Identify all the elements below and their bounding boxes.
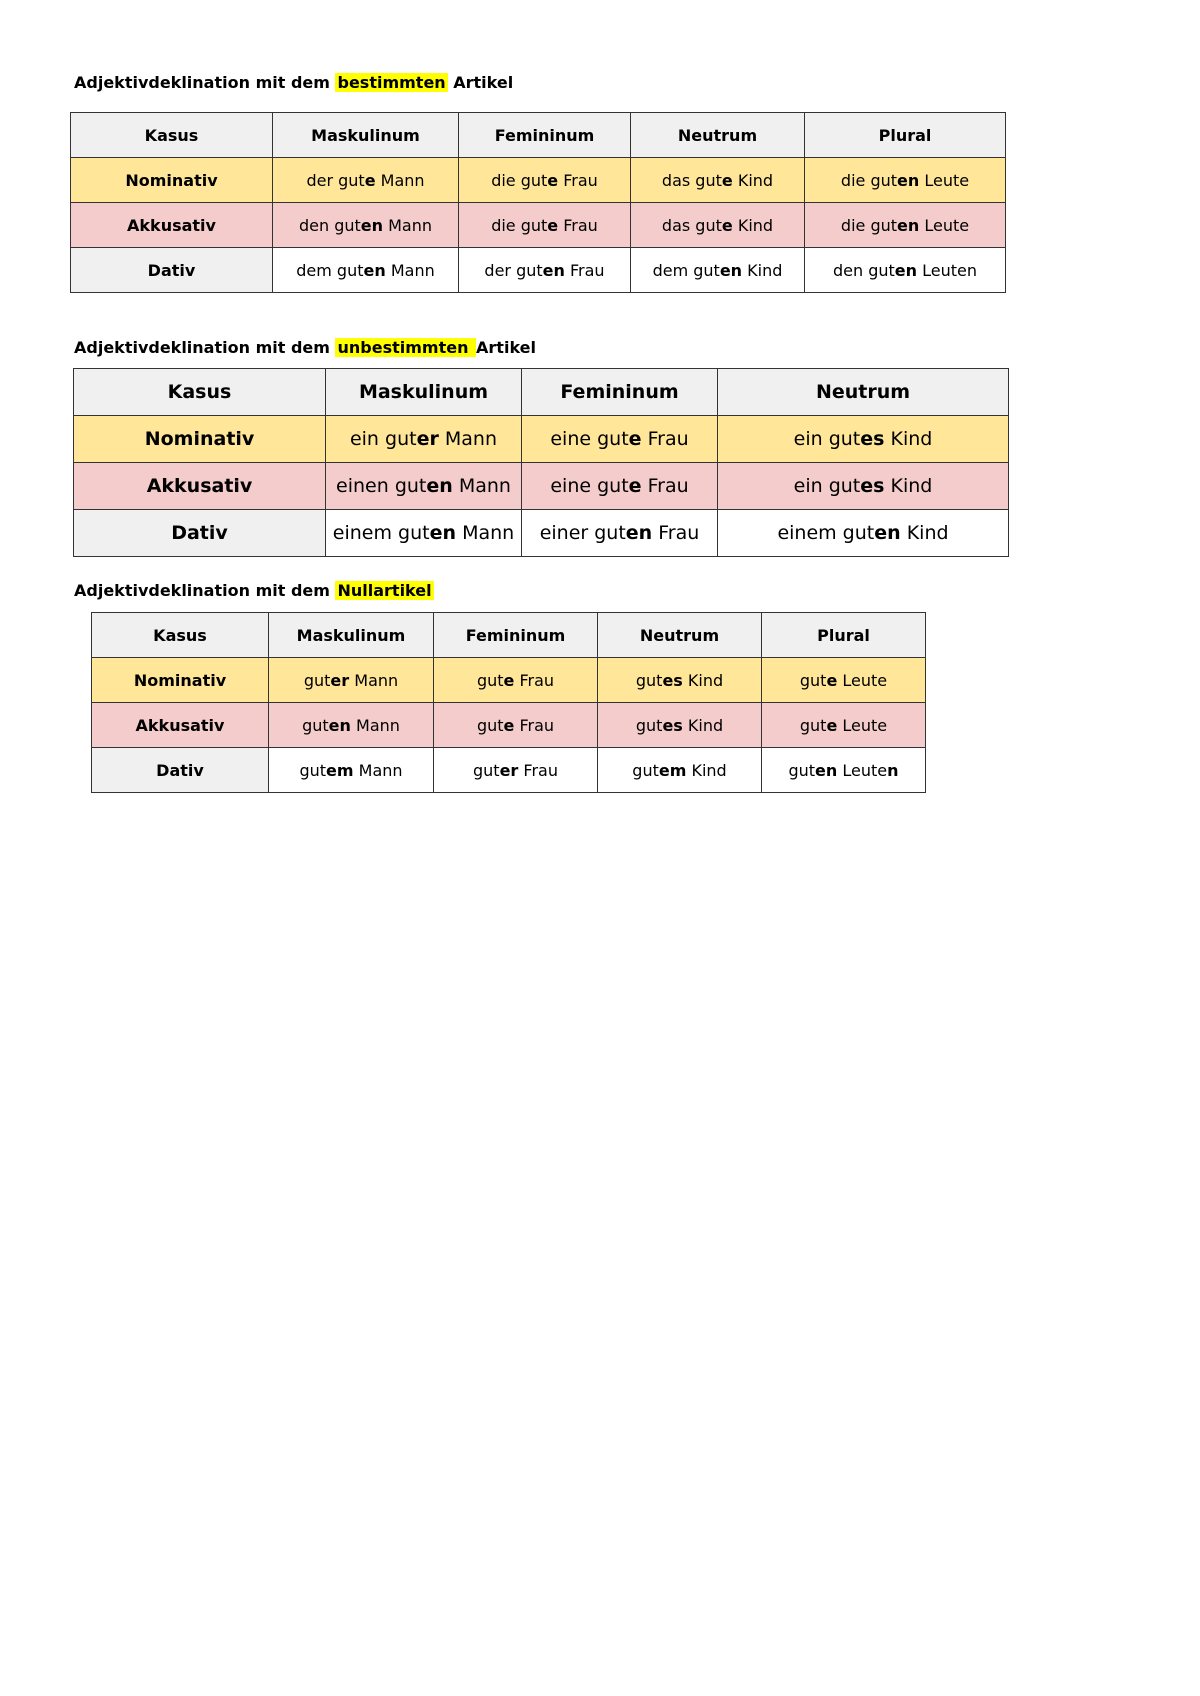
section-title-suffix: Artikel [447, 73, 514, 92]
column-header: Plural [762, 613, 926, 658]
table-cell: ein gutes Kind [718, 416, 1009, 463]
table-cell: einem guten Mann [326, 510, 522, 557]
table-cell: der guten Frau [459, 248, 631, 293]
table-row [92, 748, 926, 793]
column-header: Maskulinum [269, 613, 434, 658]
table-cell: guter Mann [269, 658, 434, 703]
column-header: Neutrum [598, 613, 762, 658]
section-title-unbestimmt [74, 338, 536, 357]
table-row [74, 416, 1009, 463]
table-cell: gutes Kind [598, 703, 762, 748]
section-title-prefix: Adjektivdeklination mit dem [74, 581, 336, 600]
table-cell: gutem Mann [269, 748, 434, 793]
column-header: Femininum [459, 113, 631, 158]
table-cell: gute Leute [762, 658, 926, 703]
section-title-suffix: Artikel [476, 338, 536, 357]
table-cell: eine gute Frau [522, 416, 718, 463]
column-header: Neutrum [631, 113, 805, 158]
table-cell: einen guten Mann [326, 463, 522, 510]
declension-table-unbestimmt [73, 368, 1009, 557]
case-label: Dativ [74, 510, 326, 557]
table-header-row [74, 369, 1009, 416]
case-label: Nominativ [92, 658, 269, 703]
column-header: Femininum [434, 613, 598, 658]
section-title-nullartikel [74, 581, 434, 600]
table-cell: dem guten Kind [631, 248, 805, 293]
column-header: Plural [805, 113, 1006, 158]
table-cell: die gute Frau [459, 158, 631, 203]
table-cell: das gute Kind [631, 158, 805, 203]
column-header: Maskulinum [326, 369, 522, 416]
table-header-row [92, 613, 926, 658]
table-cell: der gute Mann [273, 158, 459, 203]
table-cell: den guten Mann [273, 203, 459, 248]
table-cell: guten Mann [269, 703, 434, 748]
table-row [71, 203, 1006, 248]
table-row [71, 158, 1006, 203]
table-cell: gutes Kind [598, 658, 762, 703]
table-cell: gute Frau [434, 658, 598, 703]
table-cell: die gute Frau [459, 203, 631, 248]
case-label: Dativ [71, 248, 273, 293]
section-title-highlight: bestimmten [337, 73, 446, 92]
column-header: Kasus [71, 113, 273, 158]
table-cell: eine gute Frau [522, 463, 718, 510]
table-cell: die guten Leute [805, 158, 1006, 203]
table-row [74, 463, 1009, 510]
table-cell: den guten Leuten [805, 248, 1006, 293]
case-label: Nominativ [71, 158, 273, 203]
case-label: Akkusativ [74, 463, 326, 510]
table-cell: guten Leuten [762, 748, 926, 793]
section-title-highlight: unbestimmten [337, 338, 475, 357]
table-cell: die guten Leute [805, 203, 1006, 248]
table-cell: gutem Kind [598, 748, 762, 793]
table-row [92, 703, 926, 748]
declension-table-nullartikel [91, 612, 926, 793]
column-header: Neutrum [718, 369, 1009, 416]
case-label: Dativ [92, 748, 269, 793]
case-label: Akkusativ [92, 703, 269, 748]
column-header: Kasus [74, 369, 326, 416]
declension-table-bestimmt [70, 112, 1006, 293]
case-label: Nominativ [74, 416, 326, 463]
section-title-prefix: Adjektivdeklination mit dem [74, 338, 336, 357]
column-header: Maskulinum [273, 113, 459, 158]
table-cell: guter Frau [434, 748, 598, 793]
section-title-prefix: Adjektivdeklination mit dem [74, 73, 336, 92]
table-cell: das gute Kind [631, 203, 805, 248]
table-cell: gute Leute [762, 703, 926, 748]
table-header-row [71, 113, 1006, 158]
section-title-highlight: Nullartikel [337, 581, 432, 600]
table-cell: einem guten Kind [718, 510, 1009, 557]
table-cell: gute Frau [434, 703, 598, 748]
case-label: Akkusativ [71, 203, 273, 248]
column-header: Femininum [522, 369, 718, 416]
table-cell: dem guten Mann [273, 248, 459, 293]
table-cell: ein guter Mann [326, 416, 522, 463]
section-title-bestimmt [74, 73, 513, 92]
table-row [92, 658, 926, 703]
column-header: Kasus [92, 613, 269, 658]
table-row [74, 510, 1009, 557]
table-row [71, 248, 1006, 293]
table-cell: ein gutes Kind [718, 463, 1009, 510]
table-cell: einer guten Frau [522, 510, 718, 557]
